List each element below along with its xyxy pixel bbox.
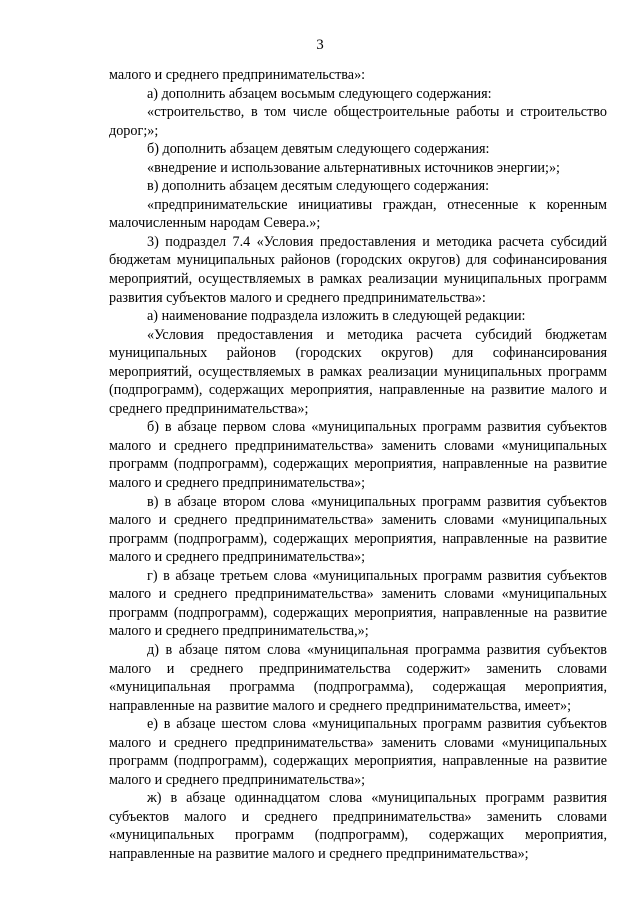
paragraph: а) дополнить абзацем восьмым следующего содержания: [147, 85, 492, 102]
paragraph: ж) в абзаце одиннадцатом слова «муниципальных программ развития субъектов малого и среднего предпринимательства» заменить словами «муниципальных программ (подпрограмм), содержащих мероприятия, направленные на развитие малого и среднего предпринимательства»; [109, 790, 607, 862]
paragraph: а) наименование подраздела изложить в следующей редакции: [147, 308, 526, 325]
paragraph: г) в абзаце третьем слова «муниципальных программ развития субъектов малого и среднего предпринимательства» заменить словами «муниципальных программ (подпрограмм), содержащих мероприятия, направленные на развитие малого и среднего предпринимательства,»; [109, 567, 607, 640]
paragraph: б) дополнить абзацем девятым следующего содержания: [147, 141, 490, 158]
paragraph: е) в абзаце шестом слова «муниципальных программ развития субъектов малого и среднего предпринимательства» заменить словами «муниципальных программ (подпрограмм), содержащих мероприятия, направленные на развитие малого и среднего предпринимательства»; [109, 716, 607, 788]
paragraph: в) дополнить абзацем десятым следующего содержания: [147, 178, 490, 195]
paragraph: 3) подраздел 7.4 «Условия предоставления и методика расчета субсидий бюджетам муниципальных районов (городских округов) для софинансирования мероприятий, осуществляемых в рамках реализации муниципальных программ развития субъектов малого и среднего предпринимательства»: [109, 233, 607, 306]
paragraph: б) в абзаце первом слова «муниципальных программ развития субъектов малого и среднего предпринимательства» заменить словами «муниципальных программ (подпрограмм), содержащих мероприятия, направленные на развитие малого и среднего предпринимательства»; [109, 419, 607, 492]
paragraph: «предпринимательские инициативы граждан, отнесенные к коренным малочисленным народам Севера.»; [109, 196, 607, 232]
paragraph: малого и среднего предпринимательства»: [109, 67, 366, 83]
paragraph: в) в абзаце втором слова «муниципальных программ развития субъектов малого и среднего предпринимательства» заменить словами «муниципальных программ (подпрограмм), содержащих мероприятия, направленные на развитие малого и среднего предпринимательства»; [109, 493, 607, 566]
paragraph: д) в абзаце пятом слова «муниципальная программа развития субъектов малого и среднего предпринимательства содержит» заменить словами «муниципальная программа (подпрограмма), содержащая мероприятия, направленные на развитие малого и среднего предпринимательства, имеет»; [109, 641, 607, 714]
paragraph: «строительство, в том числе общестроительные работы и строительство дорог;»; [109, 104, 607, 139]
page-number: 3 [316, 37, 324, 53]
paragraph: «внедрение и использование альтернативных источников энергии;»; [147, 159, 560, 176]
document-body [109, 66, 607, 864]
paragraph: «Условия предоставления и методика расчета субсидий бюджетам муниципальных районов (городских округов) для софинансирования мероприятий, осуществляемых в рамках реализации муниципальных программ (подпрограмм), содержащих мероприятия, направленные на развитие малого и среднего предпринимательства»; [109, 326, 607, 417]
